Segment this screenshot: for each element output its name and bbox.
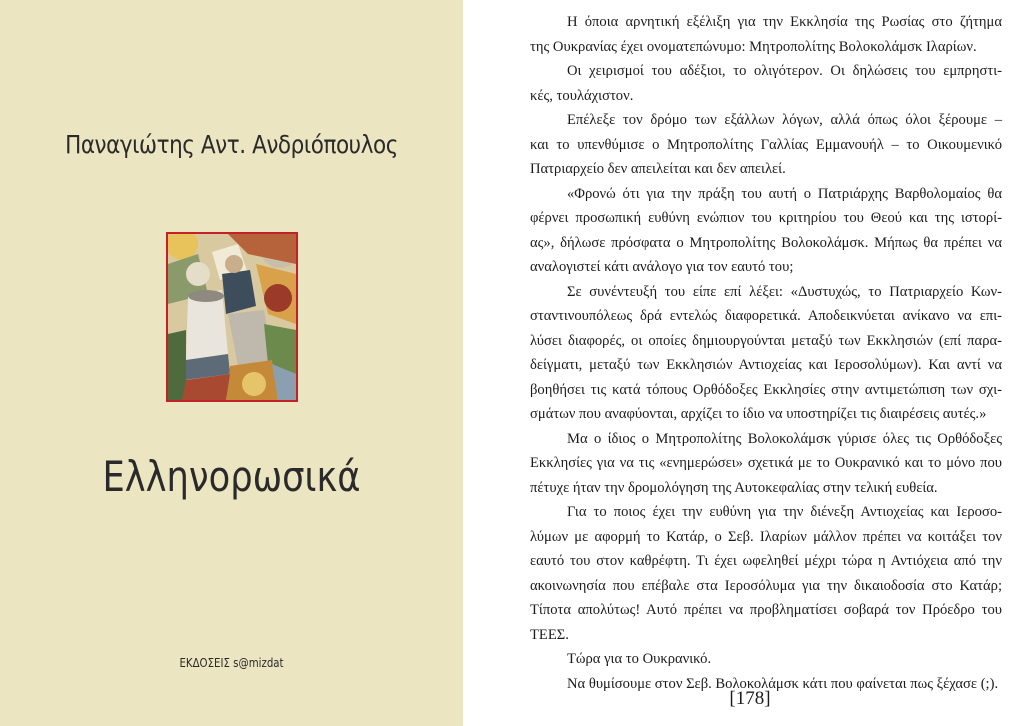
text-line: σταντινουπόλεως δρά εντελώς διαφορετικά. Αποδεικνύεται ανίκανο να επι- [530,308,1002,324]
cover-author: Παναγιώτης Αντ. Ανδριόπουλος [65,130,398,159]
text-line: βοηθήσει τις κατά τόπους Ορθόδοξες Εκκλησίες στην αντιμετώπιση των σχι- [530,381,1002,398]
text-line: της Ουκρανίας έχει ονοματεπώνυμο: Μητροπολίτης Βολοκολάμσκ Ιλαρίων. [530,38,977,55]
text-line: Εκκλησίες για να τις «ενημερώσει» σχετικά με το Ουκρανικό και το μόνο που [530,455,1002,471]
text-line: φέρνει προσωπική ευθύνη ενώπιον του κριτηρίου του Θεού και της ιστορί- [530,210,1002,226]
text-line: ακοινωνησία που επέβαλε στα Ιεροσόλυμα για την δικαιοδοσία στο Κατάρ; [530,577,1002,594]
text-line: Για το ποιος έχει την ευθύνη για την διένεξη Αντιοχείας και Ιεροσο- [567,504,1002,520]
text-line: λύμων με αφορμή το Κατάρ, ο Σεβ. Ιλαρίων μάλλον πρέπει να κοιτάξει τον [530,528,1002,545]
text-line: κές, τουλάχιστον. [530,87,634,104]
page-body-text [530,10,1002,696]
text-line: Επέλεξε τον δρόμο των εξάλλων λόγων, αλλά όπως όλοι ξέρουμε – [567,112,1002,128]
text-line: Τώρα για το Ουκρανικό. [567,651,712,667]
text-line: Σε συνέντευξή του είπε επί λέξει: «Δυστυχώς, το Πατριαρχείο Κων- [567,283,1002,300]
text-line: «Φρονώ ότι για την πράξη του αυτή ο Πατριάρχης Βαρθολομαίος θα [567,185,1002,202]
text-line: Τίποτα απολύτως! Αυτό πρέπει να προβληματίσει σοβαρά τον Πρόεδρο του [530,602,1002,618]
text-line: δείγματι, μεταξύ των Εκκλησιών Αντιοχείας και Ιεροσολύμων). Και αντί να [530,357,1002,373]
text-line: Πατριαρχείο δεν απειλείται και δεν απειλεί. [530,161,786,177]
text-line: Οι χειρισμοί του αδέξιοι, το ολιγότερον. Οι δηλώσεις του εμπρηστι- [567,63,1002,79]
text-line: εαυτό του στον καθρέφτη. Τι έχει ωφεληθεί μέχρι τώρα η Αντιόχεια από την [530,553,1002,569]
cover-artwork [166,232,298,402]
text-line: ΤΕΕΣ. [530,626,569,643]
cover-publisher: ΕΚΔΟΣΕΙΣ s@mizdat [179,656,284,670]
text-line: Μα ο ίδιος ο Μητροπολίτης Βολοκολάμσκ γύρισε όλες τις Ορθόδοξες [567,430,1002,447]
text-line: Να θυμίσουμε στον Σεβ. Βολοκολάμσκ κάτι που φαίνεται πως ξέχασε (;). [567,675,999,692]
text-line: πέτυχε ήταν την δρομολόγηση της Αυτοκεφαλίας στην τελική ευθεία. [530,479,938,496]
text-line: λύσει διαφορές, οι οποίες δημιουργούνται μεταξύ των Εκκλησιών (επί παρα- [530,332,1002,349]
text-line: αναλογιστεί κάτι ανάλογο για τον εαυτό του; [530,259,794,275]
page-number: [178] [729,688,771,709]
text-line: σμάτων που αναφύονται, αρχίζει το ίδιο να υποστηρίζει τις διαιρέσεις αυτές.» [530,406,987,422]
cover-title: Ελληνορωσικά [102,452,361,501]
text-line: και το υπενθύμισε ο Μητροπολίτης Γαλλίας Εμμανουήλ – το Οικουμενικό [530,136,1002,153]
book-cover [0,0,463,726]
cubist-painting-image [168,234,296,400]
text-line: Η όποια αρνητική εξέλιξη για την Εκκλησία της Ρωσίας στο ζήτημα [567,14,1002,30]
text-line: ας», δήλωσε πρόσφατα ο Μητροπολίτης Βολοκολάμσκ. Μήπως θα πρέπει να [530,234,1002,251]
